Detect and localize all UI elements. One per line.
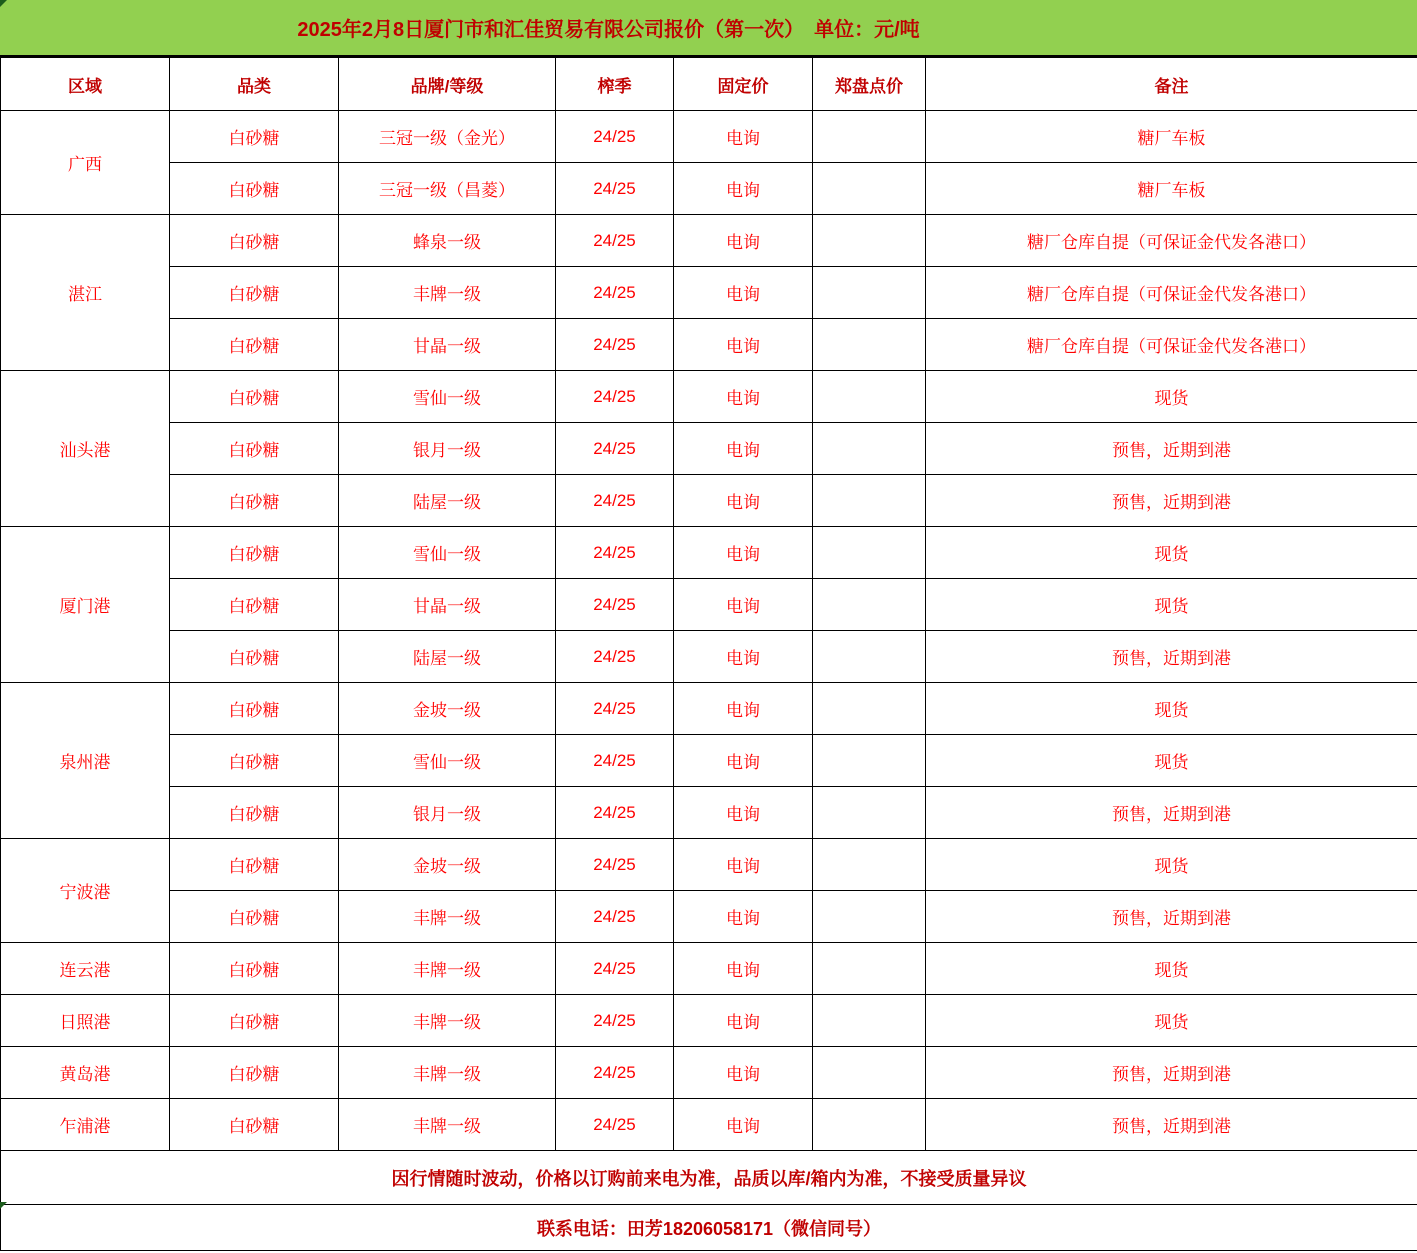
season-cell: 24/25: [556, 683, 674, 735]
note-cell: 预售，近期到港: [926, 891, 1417, 943]
table-row: [1, 995, 1417, 1047]
disclaimer-row: [1, 1151, 1417, 1205]
brand-cell: 丰牌一级: [339, 995, 556, 1047]
note-cell: 现货: [926, 839, 1417, 891]
note-cell: 现货: [926, 527, 1417, 579]
zheng-price-cell: [813, 891, 926, 943]
brand-cell: 银月一级: [339, 423, 556, 475]
category-cell: 白砂糖: [170, 943, 339, 995]
note-cell: 预售，近期到港: [926, 787, 1417, 839]
zheng-price-cell: [813, 683, 926, 735]
category-cell: 白砂糖: [170, 267, 339, 319]
column-header-region: 区域: [1, 58, 170, 111]
season-cell: 24/25: [556, 839, 674, 891]
fixed-price-cell: 电询: [674, 267, 813, 319]
region-cell: 湛江: [1, 215, 170, 371]
fixed-price-cell: 电询: [674, 839, 813, 891]
column-header-note: 备注: [926, 58, 1417, 111]
fixed-price-cell: 电询: [674, 1047, 813, 1099]
region-cell: 宁波港: [1, 839, 170, 943]
zheng-price-cell: [813, 475, 926, 527]
category-cell: 白砂糖: [170, 631, 339, 683]
fixed-price-cell: 电询: [674, 423, 813, 475]
brand-cell: 甘晶一级: [339, 319, 556, 371]
brand-cell: 丰牌一级: [339, 1047, 556, 1099]
season-cell: 24/25: [556, 1047, 674, 1099]
season-cell: 24/25: [556, 579, 674, 631]
note-cell: 现货: [926, 735, 1417, 787]
note-cell: 现货: [926, 683, 1417, 735]
season-cell: 24/25: [556, 527, 674, 579]
note-cell: 糖厂仓库自提（可保证金代发各港口）: [926, 267, 1417, 319]
category-cell: 白砂糖: [170, 215, 339, 267]
note-cell: 预售，近期到港: [926, 631, 1417, 683]
zheng-price-cell: [813, 943, 926, 995]
brand-cell: 雪仙一级: [339, 527, 556, 579]
brand-cell: 银月一级: [339, 787, 556, 839]
brand-cell: 甘晶一级: [339, 579, 556, 631]
fixed-price-cell: 电询: [674, 995, 813, 1047]
table-row: [1, 527, 1417, 579]
region-cell: 广西: [1, 111, 170, 215]
brand-cell: 金坡一级: [339, 683, 556, 735]
category-cell: 白砂糖: [170, 839, 339, 891]
header-row: [1, 58, 1417, 111]
zheng-price-cell: [813, 735, 926, 787]
category-cell: 白砂糖: [170, 111, 339, 163]
table-row: [1, 683, 1417, 735]
contact-row: [1, 1205, 1417, 1251]
table-row: [1, 839, 1417, 891]
column-header-brand-grade: 品牌/等级: [339, 58, 556, 111]
season-cell: 24/25: [556, 267, 674, 319]
zheng-price-cell: [813, 111, 926, 163]
table-row: [1, 943, 1417, 995]
fixed-price-cell: 电询: [674, 527, 813, 579]
fixed-price-cell: 电询: [674, 735, 813, 787]
fixed-price-cell: 电询: [674, 111, 813, 163]
season-cell: 24/25: [556, 215, 674, 267]
brand-cell: 丰牌一级: [339, 267, 556, 319]
zheng-price-cell: [813, 579, 926, 631]
category-cell: 白砂糖: [170, 1099, 339, 1151]
note-cell: 预售，近期到港: [926, 475, 1417, 527]
zheng-price-cell: [813, 631, 926, 683]
season-cell: 24/25: [556, 1099, 674, 1151]
category-cell: 白砂糖: [170, 163, 339, 215]
brand-cell: 丰牌一级: [339, 1099, 556, 1151]
note-cell: 糖厂车板: [926, 163, 1417, 215]
zheng-price-cell: [813, 1099, 926, 1151]
region-cell: 日照港: [1, 995, 170, 1047]
table-row: [1, 735, 1417, 787]
fixed-price-cell: 电询: [674, 579, 813, 631]
table-row: [1, 215, 1417, 267]
zheng-price-cell: [813, 423, 926, 475]
season-cell: 24/25: [556, 995, 674, 1047]
table-row: [1, 111, 1417, 163]
season-cell: 24/25: [556, 631, 674, 683]
brand-cell: 丰牌一级: [339, 943, 556, 995]
column-header-season: 榨季: [556, 58, 674, 111]
zheng-price-cell: [813, 215, 926, 267]
category-cell: 白砂糖: [170, 683, 339, 735]
zheng-price-cell: [813, 371, 926, 423]
region-cell: 泉州港: [1, 683, 170, 839]
table-row: [1, 371, 1417, 423]
table-row: [1, 475, 1417, 527]
fixed-price-cell: 电询: [674, 683, 813, 735]
note-cell: 现货: [926, 371, 1417, 423]
season-cell: 24/25: [556, 891, 674, 943]
fixed-price-cell: 电询: [674, 163, 813, 215]
season-cell: 24/25: [556, 319, 674, 371]
season-cell: 24/25: [556, 163, 674, 215]
season-cell: 24/25: [556, 111, 674, 163]
contact-text: 联系电话：田芳18206058171（微信同号）: [1, 1205, 1417, 1251]
season-cell: 24/25: [556, 943, 674, 995]
column-header-category: 品类: [170, 58, 339, 111]
disclaimer-text: 因行情随时波动，价格以订购前来电为准，品质以库/箱内为准，不接受质量异议: [1, 1151, 1417, 1205]
zheng-price-cell: [813, 163, 926, 215]
zheng-price-cell: [813, 267, 926, 319]
zheng-price-cell: [813, 787, 926, 839]
category-cell: 白砂糖: [170, 475, 339, 527]
corner-marker-icon: [0, 0, 7, 7]
table-row: [1, 1047, 1417, 1099]
table-row: [1, 319, 1417, 371]
fixed-price-cell: 电询: [674, 1099, 813, 1151]
table-row: [1, 579, 1417, 631]
table-row: [1, 631, 1417, 683]
brand-cell: 三冠一级（金光）: [339, 111, 556, 163]
fixed-price-cell: 电询: [674, 787, 813, 839]
note-cell: 糖厂仓库自提（可保证金代发各港口）: [926, 215, 1417, 267]
category-cell: 白砂糖: [170, 319, 339, 371]
category-cell: 白砂糖: [170, 891, 339, 943]
brand-cell: 三冠一级（昌菱）: [339, 163, 556, 215]
table-row: [1, 423, 1417, 475]
season-cell: 24/25: [556, 787, 674, 839]
column-header-zheng-price: 郑盘点价: [813, 58, 926, 111]
region-cell: 连云港: [1, 943, 170, 995]
season-cell: 24/25: [556, 475, 674, 527]
note-cell: 现货: [926, 579, 1417, 631]
category-cell: 白砂糖: [170, 371, 339, 423]
note-cell: 糖厂仓库自提（可保证金代发各港口）: [926, 319, 1417, 371]
fixed-price-cell: 电询: [674, 475, 813, 527]
corner-marker-icon: [0, 1202, 7, 1209]
season-cell: 24/25: [556, 423, 674, 475]
table-body: [1, 111, 1417, 1151]
fixed-price-cell: 电询: [674, 215, 813, 267]
table-row: [1, 1099, 1417, 1151]
note-cell: 预售，近期到港: [926, 423, 1417, 475]
zheng-price-cell: [813, 319, 926, 371]
brand-cell: 金坡一级: [339, 839, 556, 891]
zheng-price-cell: [813, 839, 926, 891]
note-cell: 现货: [926, 995, 1417, 1047]
category-cell: 白砂糖: [170, 1047, 339, 1099]
column-header-fixed-price: 固定价: [674, 58, 813, 111]
fixed-price-cell: 电询: [674, 943, 813, 995]
note-cell: 预售，近期到港: [926, 1099, 1417, 1151]
category-cell: 白砂糖: [170, 527, 339, 579]
zheng-price-cell: [813, 527, 926, 579]
page-title: 2025年2月8日厦门市和汇佳贸易有限公司报价（第一次） 单位：元/吨: [297, 19, 920, 41]
brand-cell: 丰牌一级: [339, 891, 556, 943]
brand-cell: 雪仙一级: [339, 735, 556, 787]
category-cell: 白砂糖: [170, 579, 339, 631]
fixed-price-cell: 电询: [674, 891, 813, 943]
season-cell: 24/25: [556, 735, 674, 787]
fixed-price-cell: 电询: [674, 319, 813, 371]
table-row: [1, 267, 1417, 319]
category-cell: 白砂糖: [170, 735, 339, 787]
brand-cell: 雪仙一级: [339, 371, 556, 423]
region-cell: 汕头港: [1, 371, 170, 527]
fixed-price-cell: 电询: [674, 371, 813, 423]
brand-cell: 陆屋一级: [339, 475, 556, 527]
fixed-price-cell: 电询: [674, 631, 813, 683]
season-cell: 24/25: [556, 371, 674, 423]
note-cell: 预售，近期到港: [926, 1047, 1417, 1099]
region-cell: 黄岛港: [1, 1047, 170, 1099]
region-cell: 厦门港: [1, 527, 170, 683]
category-cell: 白砂糖: [170, 995, 339, 1047]
price-table: [0, 57, 1417, 1251]
category-cell: 白砂糖: [170, 787, 339, 839]
note-cell: 糖厂车板: [926, 111, 1417, 163]
title-bar: [0, 0, 1417, 57]
table-row: [1, 787, 1417, 839]
brand-cell: 陆屋一级: [339, 631, 556, 683]
region-cell: 乍浦港: [1, 1099, 170, 1151]
table-row: [1, 891, 1417, 943]
zheng-price-cell: [813, 1047, 926, 1099]
note-cell: 现货: [926, 943, 1417, 995]
table-row: [1, 163, 1417, 215]
brand-cell: 蜂泉一级: [339, 215, 556, 267]
zheng-price-cell: [813, 995, 926, 1047]
category-cell: 白砂糖: [170, 423, 339, 475]
